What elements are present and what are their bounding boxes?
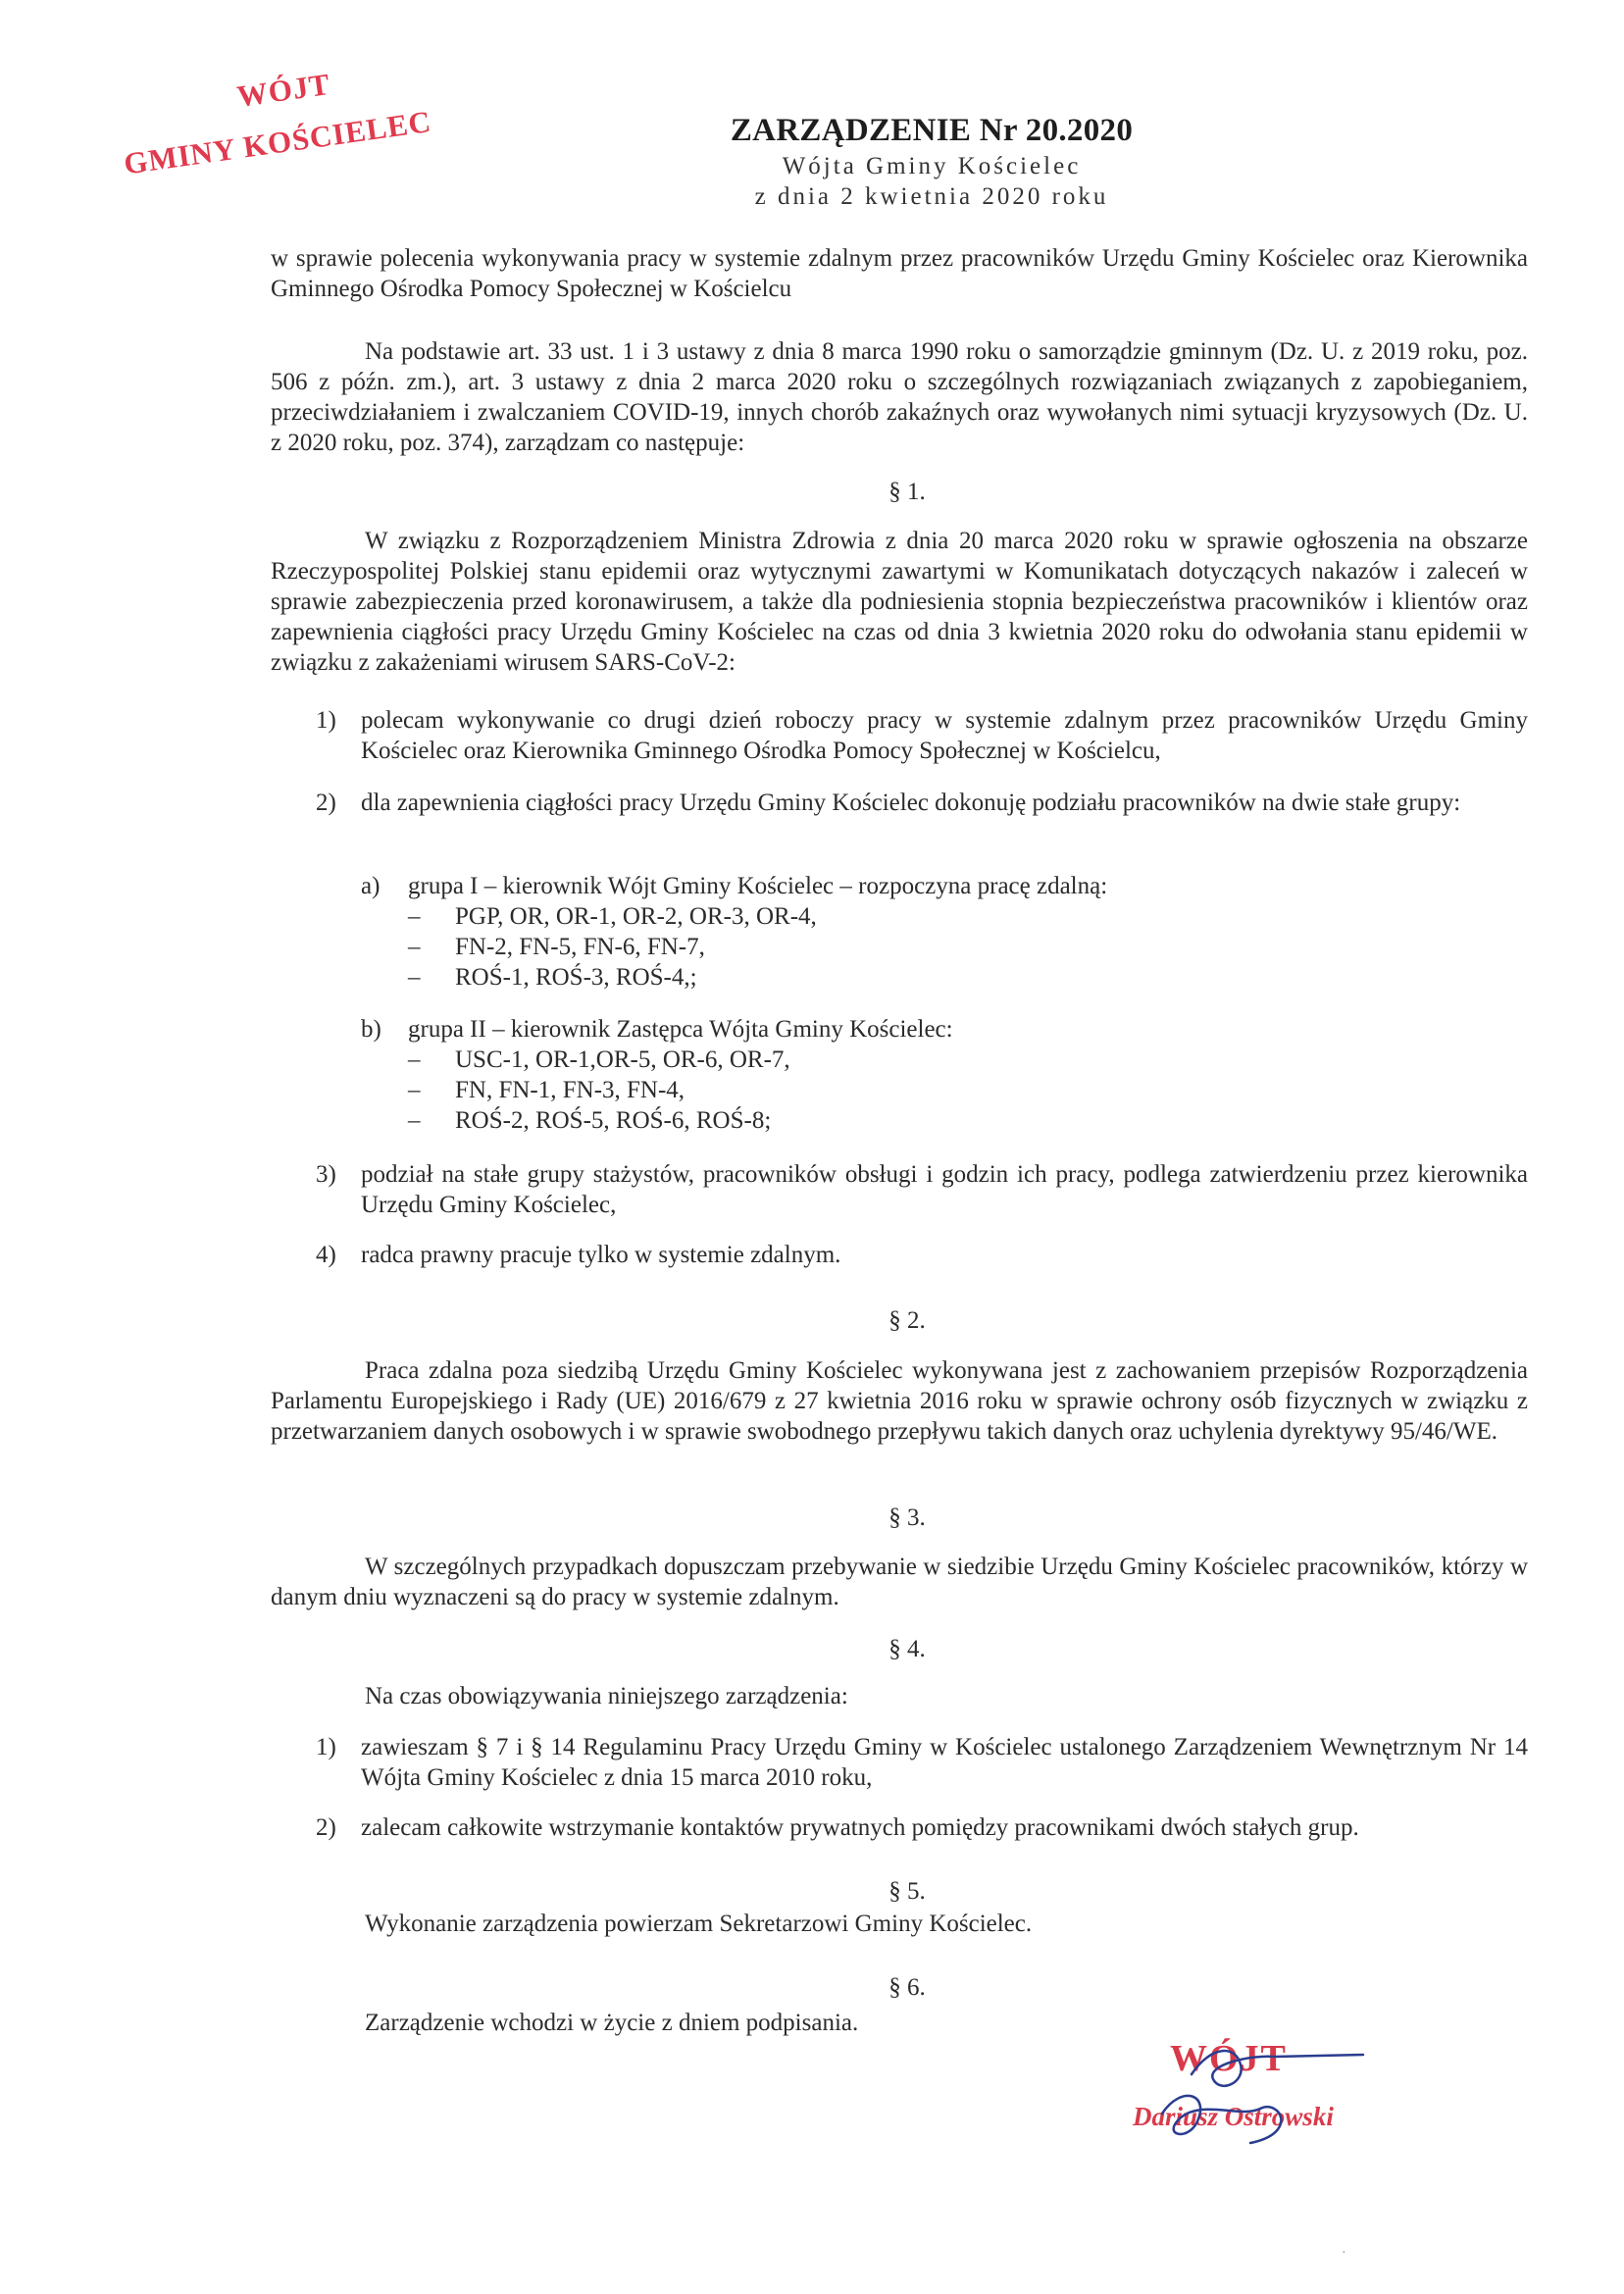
section-mark-3: § 3. xyxy=(888,1504,926,1531)
group-b-entry: – ROŚ-2, ROŚ-5, ROŚ-6, ROŚ-8; xyxy=(408,1107,772,1134)
group-letter: b) xyxy=(361,1016,381,1043)
group-b-entry: – FN, FN-1, FN-3, FN-4, xyxy=(408,1077,685,1103)
section-4-item-1 xyxy=(316,1732,1528,1793)
item-number: 1) xyxy=(316,707,336,734)
section-mark-1: § 1. xyxy=(888,479,926,505)
group-a-entry: – ROŚ-1, ROŚ-3, ROŚ-4,; xyxy=(408,964,697,991)
section-5-text: Wykonanie zarządzenia powierzam Sekretarzowi Gminy Kościelec. xyxy=(365,1911,1033,1937)
group-b xyxy=(361,1014,1440,1045)
wojt-stamp xyxy=(116,61,488,181)
group-a xyxy=(361,871,1440,901)
document-subject: w sprawie polecenia wykonywania pracy w systemie zdalnym przez pracowników Urzędu Gminy Kościelec oraz Kierownika Gminnego Ośrodka Pomocy Społecznej w Kościelcu xyxy=(271,245,1528,302)
item-number: 2) xyxy=(316,1814,336,1841)
group-a-entry: – FN-2, FN-5, FN-6, FN-7, xyxy=(408,934,705,960)
signature-stamp-name: Dariusz Ostrowski xyxy=(1133,2102,1334,2131)
section-1-item-2 xyxy=(316,788,1528,818)
section-1-item-1 xyxy=(316,705,1528,766)
section-mark-4: § 4. xyxy=(888,1636,926,1662)
signature-stamp xyxy=(1103,2025,1397,2153)
stamp-line2: GMINY KOŚCIELEC xyxy=(122,103,434,181)
item-text: radca prawny pracuje tylko w systemie zdalnym. xyxy=(361,1242,841,1268)
section-4-item-2 xyxy=(316,1812,1528,1843)
scan-mark: · xyxy=(1342,2246,1346,2261)
document-title: ZARZĄDZENIE Nr 20.2020 xyxy=(730,113,1134,148)
group-text: grupa II – kierownik Zastępca Wójta Gminy Kościelec: xyxy=(408,1016,953,1043)
group-text: grupa I – kierownik Wójt Gminy Kościelec – rozpoczyna pracę zdalną: xyxy=(408,873,1108,899)
item-number: 2) xyxy=(316,790,336,816)
section-4-intro: Na czas obowiązywania niniejszego zarządzenia: xyxy=(365,1683,848,1709)
section-1-item-3 xyxy=(316,1159,1528,1220)
section-3-text: W szczególnych przypadkach dopuszczam przebywanie w siedzibie Urzędu Gminy Kościelec pracowników, którzy w danym dniu wyznaczeni są do pracy w systemie zdalnym. xyxy=(271,1554,1528,1610)
item-number: 1) xyxy=(316,1734,336,1760)
item-number: 3) xyxy=(316,1161,336,1188)
item-text: polecam wykonywanie co drugi dzień roboczy pracy w systemie zdalnym przez pracowników Urzędu Gminy Kościelec oraz Kierownika Gminnego Ośrodka Pomocy Społecznej w Kościelcu, xyxy=(361,707,1528,764)
legal-basis: Na podstawie art. 33 ust. 1 i 3 ustawy z dnia 8 marca 1990 roku o samorządzie gminnym (Dz. U. z 2019 roku, poz. 506 z późn. zm.), art. 3 ustawy z dnia 2 marca 2020 roku o szczególnych rozwiązaniach związanych z zapobieganiem, przeciwdziałaniem i zwalczaniem COVID-19, innych chorób zakaźnych oraz wywołanych nimi sytuacji kryzysowych (Dz. U. z 2020 roku, poz. 374), zarządzam co następuje: xyxy=(271,338,1528,456)
section-mark-5: § 5. xyxy=(888,1878,926,1905)
item-text: podział na stałe grupy stażystów, pracowników obsługi i godzin ich pracy, podlega zatwierdzeniu przez kierownika Urzędu Gminy Kościelec, xyxy=(361,1161,1528,1218)
section-6-text: Zarządzenie wchodzi w życie z dniem podpisania. xyxy=(365,2010,859,2036)
group-a-entry: – PGP, OR, OR-1, OR-2, OR-3, OR-4, xyxy=(408,903,817,930)
section-mark-2: § 2. xyxy=(888,1307,926,1334)
item-number: 4) xyxy=(316,1242,336,1268)
document-date: z dnia 2 kwietnia 2020 roku xyxy=(754,183,1109,210)
section-mark-6: § 6. xyxy=(888,1974,926,2001)
group-b-entry: – USC-1, OR-1,OR-5, OR-6, OR-7, xyxy=(408,1046,790,1073)
item-text: zawieszam § 7 i § 14 Regulaminu Pracy Urzędu Gminy w Kościelec ustalonego Zarządzeniem Wewnętrznym Nr 14 Wójta Gminy Kościelec z dnia 15 marca 2010 roku, xyxy=(361,1734,1528,1791)
item-text: dla zapewnienia ciągłości pracy Urzędu Gminy Kościelec dokonuję podziału pracowników na dwie stałe grupy: xyxy=(361,790,1461,816)
signature-stamp-title: WÓJT xyxy=(1170,2038,1288,2079)
document-header xyxy=(686,110,1177,212)
document-issuer: Wójta Gminy Kościelec xyxy=(782,153,1082,179)
stamp-line1: WÓJT xyxy=(234,66,332,114)
section-2-text: Praca zdalna poza siedzibą Urzędu Gminy Kościelec wykonywana jest z zachowaniem przepisów Rozporządzenia Parlamentu Europejskiego i Rady (UE) 2016/679 z 27 kwietnia 2016 roku w sprawie ochrony osób fizycznych w związku z przetwarzaniem danych osobowych i w sprawie swobodnego przepływu takich danych oraz uchylenia dyrektywy 95/46/WE. xyxy=(271,1357,1528,1445)
group-letter: a) xyxy=(361,873,381,899)
item-text: zalecam całkowite wstrzymanie kontaktów prywatnych pomiędzy pracownikami dwóch stałych grup. xyxy=(361,1814,1359,1841)
section-1-intro: W związku z Rozporządzeniem Ministra Zdrowia z dnia 20 marca 2020 roku w sprawie ogłoszenia na obszarze Rzeczypospolitej Polskiej stanu epidemii oraz wytycznymi zawartymi w Komunikatach dotyczących nakazów i zaleceń w sprawie zabezpieczenia przed koronawirusem, a także dla podniesienia stopnia bezpieczeństwa pracowników i klientów oraz zapewnienia ciągłości pracy Urzędu Gminy Kościelec na czas od dnia 3 kwietnia 2020 roku do odwołania stanu epidemii w związku z zakażeniami wirusem SARS-CoV-2: xyxy=(271,528,1528,676)
section-1-item-4 xyxy=(316,1240,1528,1270)
